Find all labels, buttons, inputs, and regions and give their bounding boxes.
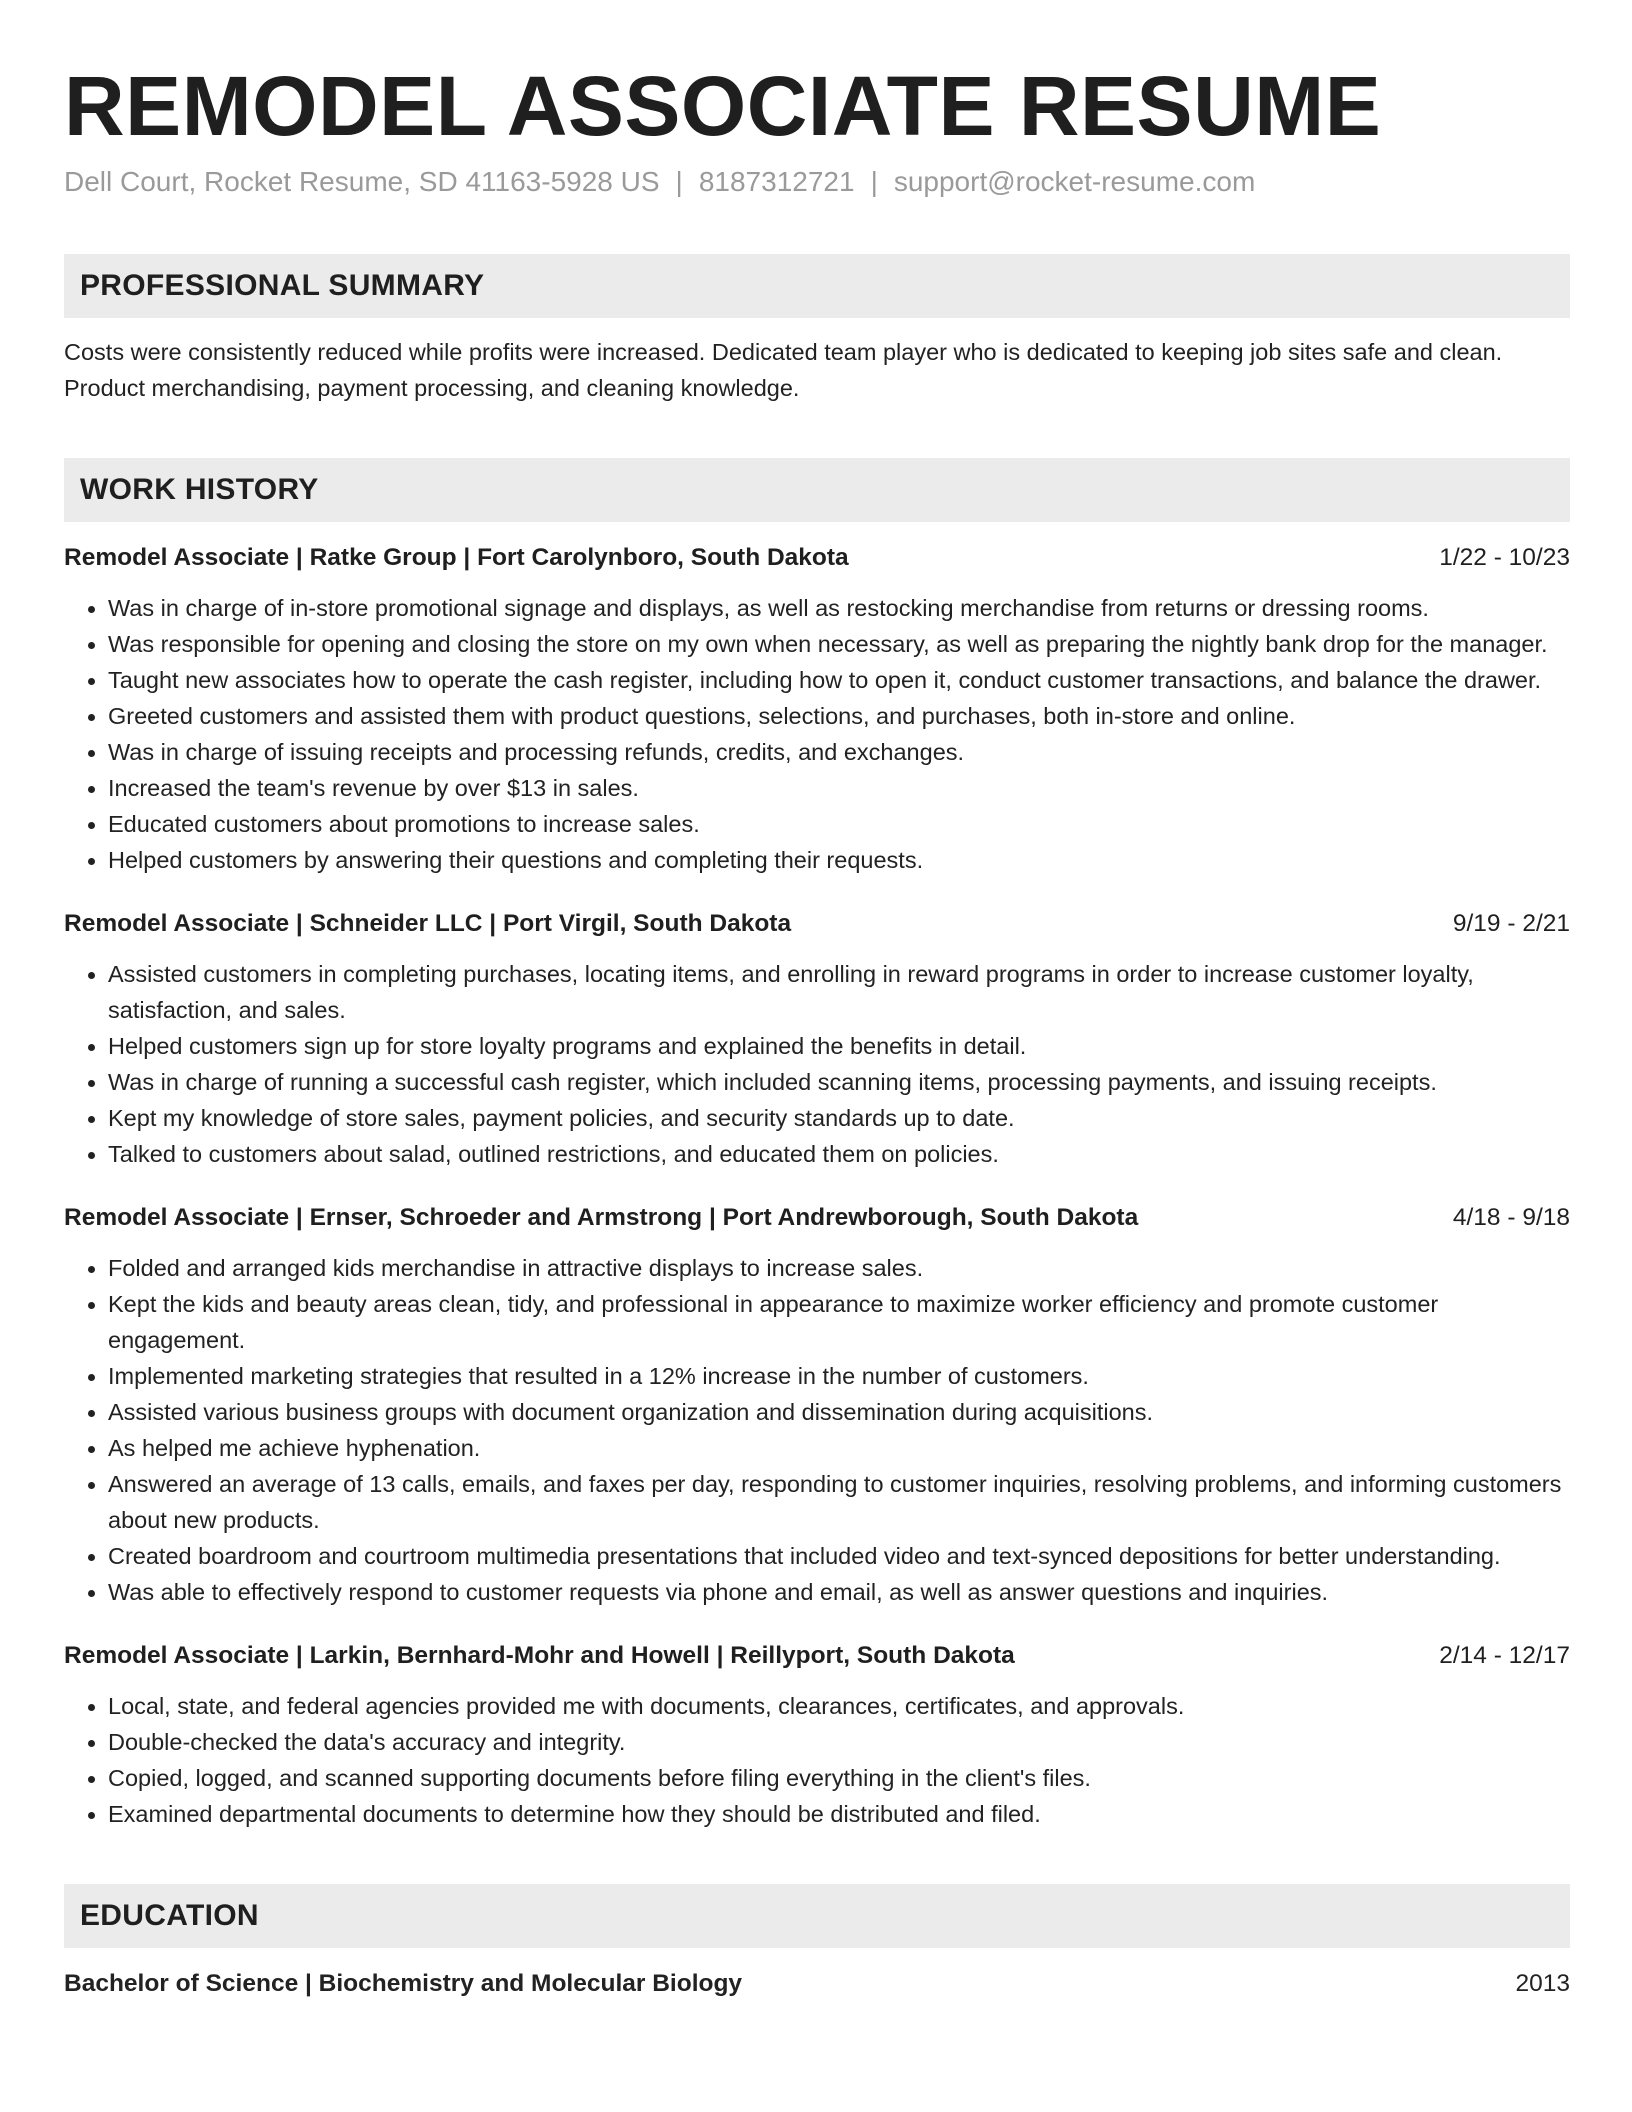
contact-separator: | xyxy=(870,166,878,197)
job-bullet: • Educated customers about promotions to increase sales. xyxy=(108,806,1570,842)
job-bullet: • Talked to customers about salad, outlined restrictions, and educated them on policies. xyxy=(108,1136,1570,1172)
job-bullet: • Folded and arranged kids merchandise in attractive displays to increase sales. xyxy=(108,1250,1570,1286)
job-bullet: • Taught new associates how to operate the cash register, including how to open it, conduct customer transactions, and balance the drawer. xyxy=(108,662,1570,698)
job-bullet: • Created boardroom and courtroom multimedia presentations that included video and text-synced depositions for better understanding. xyxy=(108,1538,1570,1574)
job-bullet: • Helped customers sign up for store loyalty programs and explained the benefits in detail. xyxy=(108,1028,1570,1064)
job-title: Remodel Associate | Ernser, Schroeder and Armstrong | Port Andrewborough, South Dakota xyxy=(64,1204,1139,1231)
education-entry xyxy=(64,1966,1570,2002)
job-header xyxy=(64,540,1570,576)
job-header xyxy=(64,906,1570,942)
resume-title: REMODEL ASSOCIATE RESUME xyxy=(64,59,1382,153)
work-section-header xyxy=(64,458,1570,522)
job-title: Remodel Associate | Larkin, Bernhard-Mohr and Howell | Reillyport, South Dakota xyxy=(64,1642,1015,1669)
work-history-list xyxy=(64,540,1570,1832)
job-bullet: • Helped customers by answering their questions and completing their requests. xyxy=(108,842,1570,878)
job-entry xyxy=(64,906,1570,1172)
job-bullet: • Double-checked the data's accuracy and integrity. xyxy=(108,1724,1570,1760)
job-entry xyxy=(64,540,1570,878)
job-bullet: • Increased the team's revenue by over $13 in sales. xyxy=(108,770,1570,806)
job-bullets xyxy=(64,590,1570,878)
job-bullets xyxy=(64,956,1570,1172)
education-section-header xyxy=(64,1884,1570,1948)
education-heading: EDUCATION xyxy=(80,1899,259,1932)
job-title: Remodel Associate | Schneider LLC | Port Virgil, South Dakota xyxy=(64,910,792,937)
job-dates: 2/14 - 12/17 xyxy=(1439,1642,1570,1669)
job-entry xyxy=(64,1638,1570,1832)
work-heading: WORK HISTORY xyxy=(80,473,319,506)
job-entry xyxy=(64,1200,1570,1610)
job-bullets xyxy=(64,1688,1570,1832)
summary-text: Costs were consistently reduced while profits were increased. Dedicated team player who is dedicated to keeping job sites safe and clean. Product merchandising, payment processing, and cleaning knowledge. xyxy=(64,339,1503,401)
job-bullet: • Was responsible for opening and closing the store on my own when necessary, as well as preparing the nightly bank drop for the manager. xyxy=(108,626,1570,662)
job-dates: 4/18 - 9/18 xyxy=(1452,1204,1570,1231)
education-year: 2013 xyxy=(1515,1970,1570,1997)
job-bullet: • Kept the kids and beauty areas clean, tidy, and professional in appearance to maximize worker efficiency and promote customer engagement. xyxy=(108,1286,1570,1358)
job-bullet: • Kept my knowledge of store sales, payment policies, and security standards up to date. xyxy=(108,1100,1570,1136)
job-header xyxy=(64,1638,1570,1674)
contact-separator: | xyxy=(675,166,683,197)
job-bullet: • Local, state, and federal agencies provided me with documents, clearances, certificates, and approvals. xyxy=(108,1688,1570,1724)
job-bullet: • Greeted customers and assisted them with product questions, selections, and purchases, both in-store and online. xyxy=(108,698,1570,734)
job-bullet: • As helped me achieve hyphenation. xyxy=(108,1430,1570,1466)
contact-line xyxy=(64,164,1570,200)
job-bullet: • Assisted customers in completing purchases, locating items, and enrolling in reward programs in order to increase customer loyalty, satisfaction, and sales. xyxy=(108,956,1570,1028)
summary-section-header xyxy=(64,254,1570,318)
job-bullet: • Copied, logged, and scanned supporting documents before filing everything in the client's files. xyxy=(108,1760,1570,1796)
job-bullet: • Answered an average of 13 calls, emails, and faxes per day, responding to customer inquiries, resolving problems, and informing customers about new products. xyxy=(108,1466,1570,1538)
resume-page xyxy=(64,56,1570,2002)
education-degree: Bachelor of Science | Biochemistry and Molecular Biology xyxy=(64,1970,743,1997)
job-bullets xyxy=(64,1250,1570,1610)
contact-email: support@rocket-resume.com xyxy=(893,166,1256,197)
job-bullet: • Was able to effectively respond to customer requests via phone and email, as well as answer questions and inquiries. xyxy=(108,1574,1570,1610)
job-dates: 9/19 - 2/21 xyxy=(1452,910,1570,937)
job-bullet: • Was in charge of in-store promotional signage and displays, as well as restocking merchandise from returns or dressing rooms. xyxy=(108,590,1570,626)
job-bullet: • Was in charge of running a successful cash register, which included scanning items, processing payments, and issuing receipts. xyxy=(108,1064,1570,1100)
contact-address: Dell Court, Rocket Resume, SD 41163-5928 US xyxy=(64,166,660,197)
job-bullet: • Was in charge of issuing receipts and processing refunds, credits, and exchanges. xyxy=(108,734,1570,770)
job-bullet: • Implemented marketing strategies that resulted in a 12% increase in the number of customers. xyxy=(108,1358,1570,1394)
job-header xyxy=(64,1200,1570,1236)
contact-phone: 8187312721 xyxy=(698,166,855,197)
summary-heading: PROFESSIONAL SUMMARY xyxy=(80,269,485,302)
job-bullet: • Examined departmental documents to determine how they should be distributed and filed. xyxy=(108,1796,1570,1832)
job-title: Remodel Associate | Ratke Group | Fort Carolynboro, South Dakota xyxy=(64,544,849,571)
job-dates: 1/22 - 10/23 xyxy=(1439,544,1570,571)
job-bullet: • Assisted various business groups with document organization and dissemination during acquisitions. xyxy=(108,1394,1570,1430)
